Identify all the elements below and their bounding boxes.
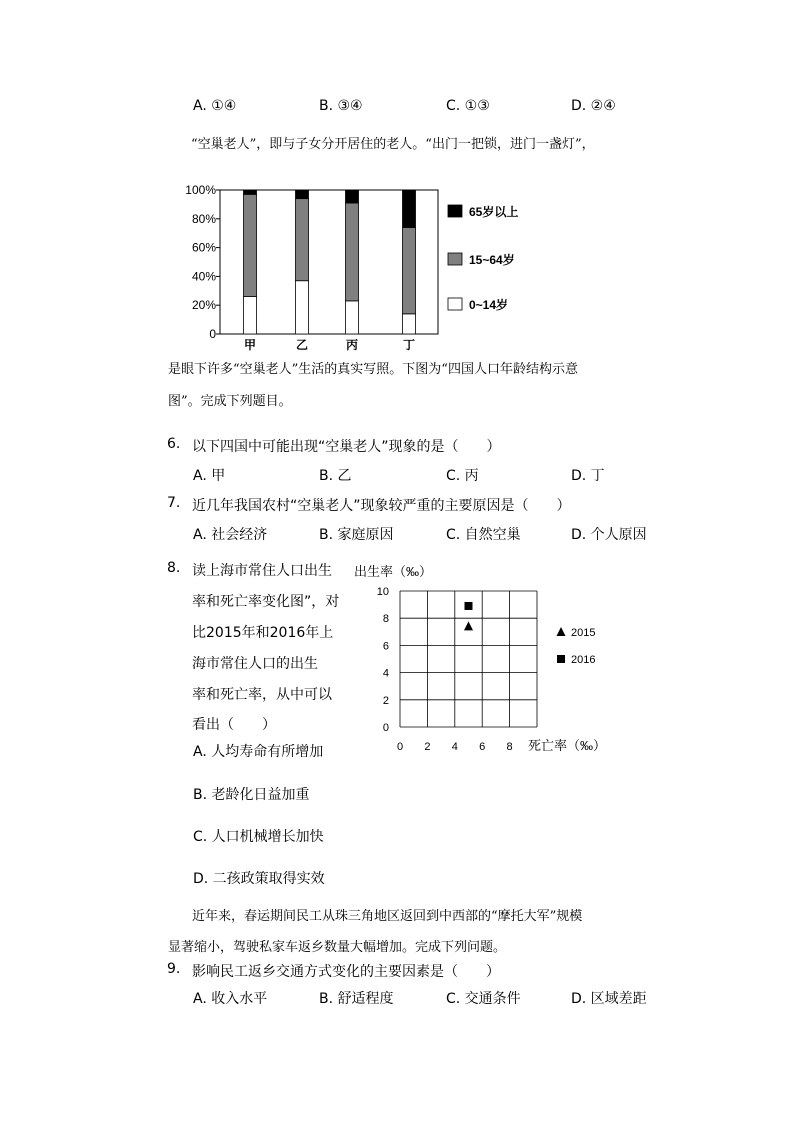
chart1-bar-segment	[244, 194, 257, 296]
passage1-line1: “空巢老人”，即与子女分开居住的老人。“出门一把锁，进门一盏灯”，	[191, 137, 595, 152]
question8-option-a[interactable]: A. 人均寿命有所增加	[193, 744, 324, 760]
question7-option-b[interactable]: B. 家庭原因	[319, 527, 394, 543]
question8-option-b[interactable]: B. 老龄化日益加重	[193, 787, 310, 803]
chart1-y-tick-label: 60%	[191, 240, 216, 255]
question6-option-b[interactable]: B. 乙	[319, 468, 352, 484]
chart2-y-tick-label: 0	[382, 722, 389, 734]
question7-option-a[interactable]: A. 社会经济	[193, 527, 268, 543]
question6-option-d[interactable]: D. 丁	[571, 468, 605, 484]
question8-line: 比2015年和2016年上	[192, 625, 334, 641]
chart1-legend-swatch	[448, 298, 462, 310]
question9-text: 影响民工返乡交通方式变化的主要因素是（ ）	[192, 964, 500, 980]
chart1-y-tick-label: 40%	[191, 269, 216, 284]
question6-number: 6.	[167, 436, 181, 452]
chart1-legend-swatch	[448, 205, 462, 217]
chart1-category-label: 丁	[402, 338, 416, 352]
question8-line: 看出（ ）	[192, 717, 276, 733]
chart1-legend-label: 65岁以上	[469, 205, 519, 219]
chart1-y-tick-label: 0	[209, 327, 216, 341]
question6-text: 以下四国中可能出现“空巢老人”现象的是（ ）	[192, 439, 501, 455]
chart1-y-tick-label: 100%	[185, 183, 216, 197]
chart2-y-tick-label: 2	[382, 694, 389, 707]
question9-option-a[interactable]: A. 收入水平	[193, 991, 268, 1007]
question8-line: 率和死亡率变化图”，对	[192, 594, 340, 610]
chart1-category-label: 甲	[243, 338, 257, 352]
chart2-y-axis-label: 出生率（‰）	[354, 564, 433, 579]
question7-number: 7.	[167, 495, 181, 511]
question6-option-c[interactable]: C. 丙	[446, 468, 479, 484]
chart1-bar-segment	[296, 190, 309, 199]
question9-option-c[interactable]: C. 交通条件	[446, 991, 521, 1007]
passage1-line3: 图”。完成下列题目。	[168, 394, 292, 409]
chart1-y-tick-label: 80%	[191, 211, 216, 226]
chart2-x-tick-label: 0	[396, 741, 404, 753]
chart2-x-tick-label: 4	[451, 741, 458, 753]
question6-option-a[interactable]: A. 甲	[193, 468, 226, 484]
question7-option-c[interactable]: C. 自然空巢	[446, 527, 521, 543]
top-option-c: C. ①③	[446, 98, 490, 114]
chart2-x-tick-label: 6	[479, 741, 486, 753]
chart1-bar-segment	[346, 301, 359, 334]
chart1-bar-segment	[244, 297, 257, 334]
chart1-bar-segment	[403, 190, 416, 227]
chart1-bar-segment	[296, 199, 309, 281]
chart2-x-tick-label: 8	[506, 741, 513, 753]
question9-number: 9.	[167, 961, 181, 977]
chart1-category-label: 乙	[295, 338, 309, 352]
chart1-bar-segment	[403, 314, 416, 334]
question8-line: 率和死亡率，从中可以	[192, 687, 332, 703]
question8-number: 8.	[167, 560, 181, 576]
chart1-bar-segment	[403, 227, 416, 313]
chart2-x-tick-label: 2	[424, 741, 431, 753]
chart1-bar-segment	[296, 281, 309, 334]
question7-option-d[interactable]: D. 个人原因	[571, 527, 647, 543]
chart2-y-tick-label: 8	[382, 613, 389, 626]
passage2-line2: 显著缩小，驾驶私家车返乡数量大幅增加。完成下列问题。	[168, 940, 507, 955]
question8-option-c[interactable]: C. 人口机械增长加快	[193, 829, 324, 845]
chart1-legend-swatch	[448, 253, 462, 265]
chart1-category-label: 丙	[345, 338, 359, 352]
chart2-y-tick-label: 4	[382, 667, 389, 680]
question8-option-d[interactable]: D. 二孩政策取得实效	[193, 871, 325, 887]
chart2-legend-label: 2016	[571, 654, 596, 666]
question9-option-b[interactable]: B. 舒适程度	[319, 991, 394, 1007]
question8-line: 海市常住人口的出生	[192, 656, 318, 672]
chart1-legend-label: 15~64岁	[469, 253, 515, 267]
passage1-line2: 是眼下许多“空巢老人”生活的真实写照。下图为“四国人口年龄结构示意	[168, 362, 578, 377]
question8-line: 读上海市常住人口出生	[192, 563, 332, 579]
top-option-a: A. ①④	[193, 98, 237, 114]
chart1-legend-label: 0~14岁	[469, 298, 509, 312]
chart1-y-tick-label: 20%	[191, 298, 216, 313]
chart1-bar-segment	[346, 190, 359, 203]
chart1-bar-segment	[346, 203, 359, 301]
question7-text: 近几年我国农村“空巢老人”现象较严重的主要原因是（ ）	[192, 498, 571, 514]
chart2-x-axis-label: 死亡率（‰）	[528, 738, 607, 753]
passage2-line1: 近年来，春运期间民工从珠三角地区返回到中西部的“摩托大军”规模	[192, 909, 583, 924]
chart2-y-tick-label: 6	[382, 640, 389, 653]
chart1-bar-segment	[244, 190, 257, 194]
top-option-d: D. ②④	[571, 98, 616, 114]
top-option-b: B. ③④	[319, 98, 363, 114]
chart2-y-tick-label: 10	[376, 586, 389, 598]
question9-option-d[interactable]: D. 区域差距	[571, 991, 647, 1007]
chart2-legend-label: 2015	[571, 627, 596, 639]
